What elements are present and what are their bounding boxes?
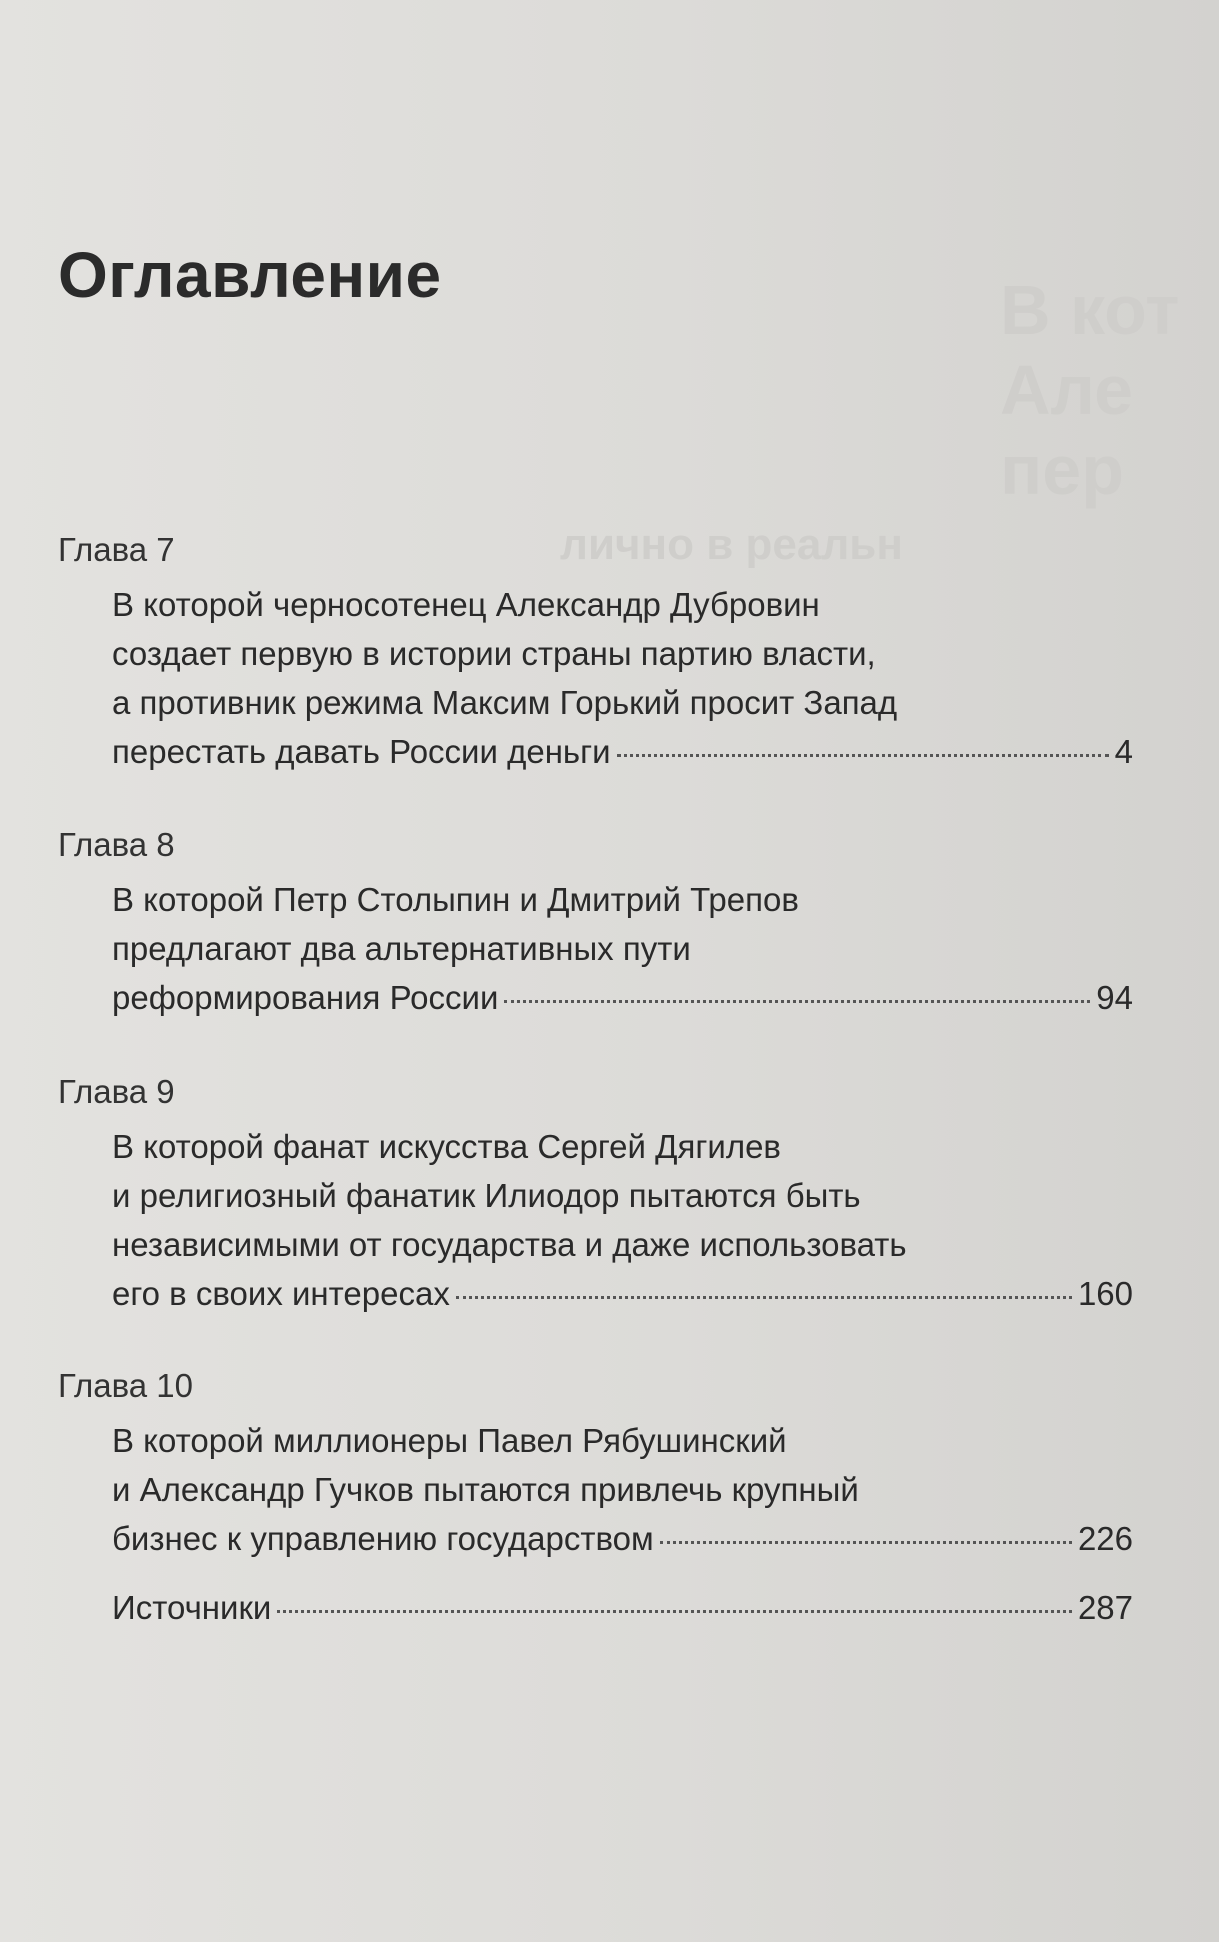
description-last-line [58,1269,1133,1318]
description-line: и Александр Гучков пытаются привлечь крупный [112,1471,859,1508]
description-last-line [58,1514,1133,1563]
chapter-label: Глава 9 [58,1073,175,1110]
dot-leader [617,754,1109,757]
dot-leader [456,1296,1072,1299]
description-line: В которой черносотенец Александр Дубровин [112,586,820,623]
description-last-line [58,973,1133,1022]
dot-leader [277,1610,1072,1613]
description-line: реформирования России [112,979,499,1016]
page-title: Оглавление [58,239,442,311]
page-number: 160 [1077,1275,1133,1312]
page-number: 226 [1077,1520,1133,1557]
dot-leader [504,1000,1090,1003]
toc-entry-chapter-10[interactable] [58,1366,1133,1563]
description-line: В которой фанат искусства Сергей Дягилев [112,1128,781,1165]
chapter-label: Глава 10 [58,1367,194,1404]
toc-entry-chapter-8[interactable] [58,825,1133,1022]
sources-label: Источники [112,1589,272,1626]
description-line: В которой миллионеры Павел Рябушинский [112,1422,787,1459]
description-line: и религиозный фанатик Илиодор пытаются быть [112,1177,861,1214]
chapter-description [58,580,1133,776]
chapter-label: Глава 7 [58,531,175,568]
dot-leader [660,1541,1072,1544]
chapter-description [58,1416,1133,1563]
toc-entry-chapter-9[interactable] [58,1072,1133,1318]
description-line: независимыми от государства и даже использовать [112,1226,907,1263]
description-line: бизнес к управлению государством [112,1520,654,1557]
description-line: создает первую в истории страны партию власти, [112,635,876,672]
toc-entry-chapter-7[interactable] [58,530,1133,776]
description-line: его в своих интересах [112,1275,450,1312]
show-through-background: В кот Але пер лично в реальн [560,271,1180,569]
chapter-description [58,1122,1133,1318]
page-number: 94 [1096,979,1133,1016]
toc-entry-sources[interactable] [112,1583,1133,1632]
description-last-line [58,727,1133,776]
page-number: 287 [1077,1589,1133,1626]
description-line: предлагают два альтернативных пути [112,930,691,967]
page-number: 4 [1114,733,1133,770]
description-line: В которой Петр Столыпин и Дмитрий Трепов [112,881,799,918]
chapter-description [58,875,1133,1022]
description-line: перестать давать России деньги [112,733,611,770]
chapter-label: Глава 8 [58,826,175,863]
description-line: а противник режима Максим Горький просит Запад [112,684,898,721]
